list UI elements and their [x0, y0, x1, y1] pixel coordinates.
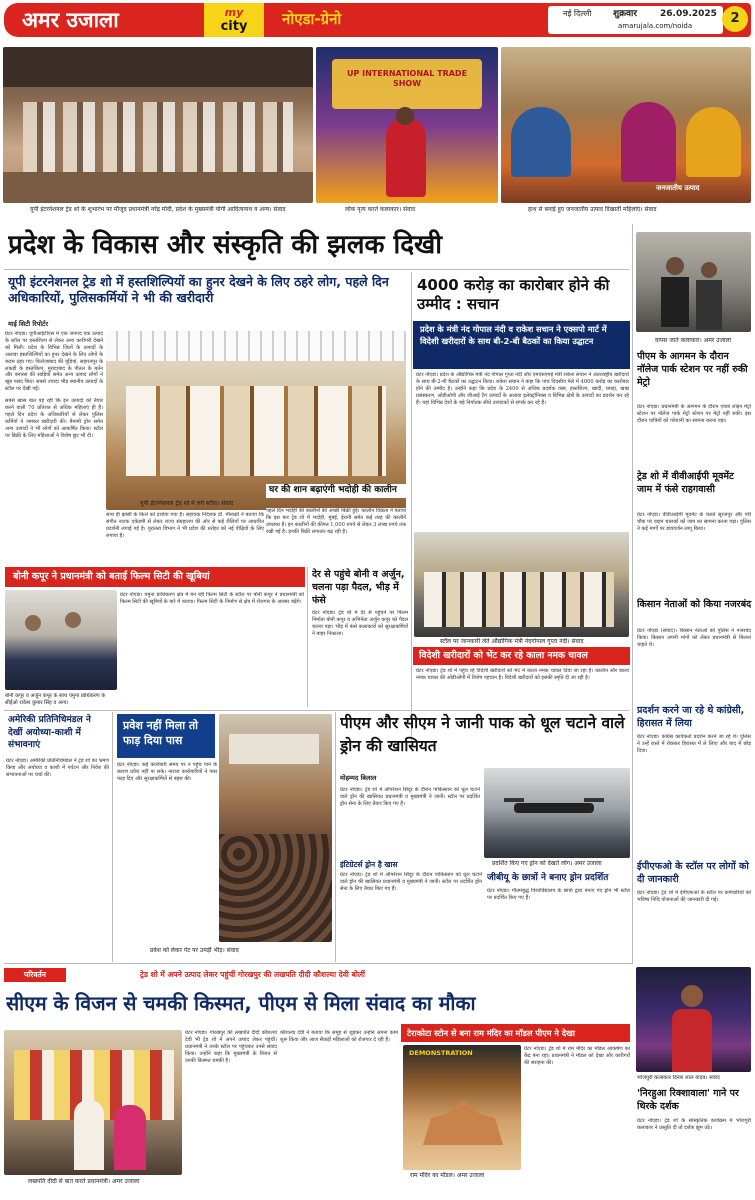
drone-photo-caption: प्रदर्शित किए गए ड्रोन को देखते लोग। अमर उजाला [492, 860, 602, 867]
main-headline: प्रदेश के विकास और संस्कृति की झलक दिखी [8, 230, 443, 260]
sidebar-headline-3: किसान नेताओं को किया नजरबंद [637, 599, 752, 610]
boney-photo [5, 590, 117, 690]
sidebar-headline-1: पीएम के आगमन के दौरान नॉलेज पार्क स्टेशन पर नहीं रुकी मेट्रो [637, 351, 748, 388]
bottom-headline: सीएम के विजन से चमकी किस्मत, पीएम से मिला संवाद का मौका [6, 992, 476, 1015]
bottom-body-1: ग्रेटर नोएडा। गोरखपुर की लखपति दीदी कौशल्या देवी भी ट्रेड शो में अपने उत्पाद लेकर पहुंचीं। प्रधानमंत्री ने उनके स्टॉल पर पहुंचकर उनसे संवाद किया। उन्होंने कहा कि मुख्यमंत्री के विजन से उनकी किस्मत चमकी है। [185, 1030, 277, 1064]
gate-crowd-caption: प्रवेश को लेकर गेट पर उमड़ी भीड़। संवाद [150, 947, 239, 954]
modi-audience-photo [3, 47, 313, 203]
drone-body-cont: ग्रेटर नोएडा। ट्रेड शो में ऑपरेशन सिंदूर के दौरान पाकिस्तान को धूल चटाने वाले ड्रोन की खासियत प्रधानमंत्री व मुख्यमंत्री ने जानी। स्टॉल पर प्रदर्शित ड्रोन सेना के लिए तैयार किए गए हैं। [340, 872, 482, 892]
black-rice-body: ग्रेटर नोएडा। ट्रेड शो में पहुंच रहे विदेशी खरीदारों को भेंट में काला नमक चावल दिया जा रहा है। कालीन और काला नमक चावल की ओडीओपी में विशेष पहचान है। विदेशी खरीदारों को इसकी स्मृति दी जा रही है। [416, 668, 629, 681]
sidebar-headline-4: प्रदर्शन करने जा रहे थे कांग्रेसी, हिरासत में लिया [637, 705, 745, 729]
bhadohi-headline: घर की शान बढ़ाएंगी भदोही की कालीन [266, 484, 411, 498]
arjun-body: ग्रेटर नोएडा। ट्रेड शो में देर से पहुंचने पर फिल्म निर्माता बोनी कपूर व अभिनेता अर्जुन कपूर को पैदल चलना पड़ा। भीड़ में फंसे कलाकारों को सुरक्षाकर्मियों ने बाहर निकाला। [312, 610, 408, 637]
model-sign: DEMONSTRATION [409, 1049, 473, 1057]
city-label: नई दिल्ली [563, 9, 592, 18]
business-headline: 4000 करोड़ का कारोबार होने की उम्मीद : सचान [417, 276, 610, 313]
main-body-2: सबसे ख़ास बात यह रही कि इन उत्पादों को तैयार करने वाली 70 प्रतिशत से अधिक महिलाएं ही हैं। पहले दिन प्रदेश के अधिकारियों से लेकर पुलिस कर्मियों ने जमकर खरीदारी की। बैनामी ड्रोन समेत अन्य उत्पादों ने भी लोगों को आकर्षित किया। स्टॉल पर ब्रिक्री के लिए महिलाओं ने विशेष छूट भी दी। [5, 398, 103, 439]
top-caption-3: हाथ से बनाई हुए जनजातीय उत्पाद दिखातीं महिलाएं। संवाद [528, 206, 657, 213]
minister-stall-photo [414, 532, 629, 637]
lakhpati-photo [4, 1030, 182, 1175]
bottom-kicker: ट्रेड शो में अपने उत्पाद लेकर पहुंचीं गोरखपुर की लखपति दीदी कौशल्या देवी बोलीं [140, 970, 365, 979]
drone-body: ग्रेटर नोएडा। ट्रेड शो में ऑपरेशन सिंदूर के दौरान पाकिस्तान को धूल चटाने वाले ड्रोन की खासियत प्रधानमंत्री व मुख्यमंत्री ने जानी। स्टॉल पर प्रदर्शित ड्रोन सेना के लिए तैयार किए गए हैं। [340, 787, 480, 807]
ram-mandir-photo [403, 1045, 521, 1170]
nirahua-photo [636, 967, 751, 1072]
day-label: शुक्रवार [613, 9, 638, 19]
edition-name: नोएडा-ग्रेनो [282, 10, 342, 28]
sidebar-body-4: ग्रेटर नोएडा। कांग्रेस कार्यकर्ता प्रदर्शन करने जा रहे थे। पुलिस ने उन्हें रास्ते में रोककर हिरासत में ले लिया और बाद में छोड़ दिया। [637, 734, 751, 754]
drone-photo [484, 768, 630, 858]
returning-artists-photo [636, 232, 751, 332]
masthead-brand: अमर उजाला [22, 7, 119, 32]
nirahua-caption: भोजपुरी कलाकार दिनेश लाल यादव। संवाद [637, 1075, 720, 1081]
gate-crowd-photo [219, 714, 332, 942]
top-caption-1: यूपी इंटरनेशनल ट्रेड शो के शुभारंभ पर मौजूद प्रधानमंत्री नरेंद्र मोदी, प्रदेश के मुख्यमंत्री योगी आदित्यनाथ व अन्य। संवाद [30, 206, 286, 213]
lakhpati-caption: लखपति दीदी से बात करते प्रधानमंत्री। अमर उजाला [28, 1178, 140, 1185]
pravesh-body: ग्रेटर नोएडा। कई कारोबारी समय पर न पहुंच पाने के कारण प्रवेश नहीं पा सके। नाराज कारोबारियों ने पास फाड़ दिए और सुरक्षाकर्मियों से बहस की। [117, 762, 217, 782]
sidebar-body-3: ग्रेटर नोएडा (संवाद)। किसान नेताओं को पुलिस ने नजरबंद किया। किसान अपनी मांगों को लेकर प्रधानमंत्री से मिलना चाहते थे। [637, 628, 751, 648]
folk-dance-photo [316, 47, 498, 203]
pravesh-headline: प्रवेश नहीं मिला तो फाड़ दिया पास [117, 714, 215, 758]
mycity-logo-bottom: city [220, 19, 248, 34]
main-subhead: यूपी इंटरनेशनल ट्रेड शो में हस्तशिल्पियों का हुनर देखने के लिए ठहरे लोग, पहले दिन अधिकारियों, पुलिसकर्मियों ने भी की खरीदारी [8, 274, 389, 305]
main-body-1: ग्रेटर नोएडा। यूपीआईटीएस में एक जनपद एक उत्पाद के स्टॉल पर हस्तशिल्प से लेकर अन्य कारीगरी देखने को मिली। प्रदेश के विभिन्न जिलों के उत्पादों के अलावा हस्तशिल्पियों का हुनर देखने के लिए लोगों के कदम ठहर गए। फिरोजाबाद की चूड़ियां, सहारनपुर के लकड़ी के हस्तशिल्प, मुरादाबाद के पीतल के बर्तन और बनारस की साड़ियों समेत अन्य उत्पाद लोगों ने खूब पसंद किए। सबसे ज्यादा भीड़ स्थानीय उत्पादों के स्टॉल पर देखी गई। [5, 331, 103, 393]
gbu-body: ग्रेटर नोएडा। गौतमबुद्ध विश्वविद्यालय के छात्रों द्वारा बनाए गए ड्रोन भी स्टॉल पर प्रदर्शित किए गए हैं। [487, 888, 630, 901]
top-caption-2: लोक नृत्य करते कलाकार। संवाद [345, 206, 416, 213]
sidebar-body-6: ग्रेटर नोएडा। ट्रेड शो के सांस्कृतिक कार्यक्रम में भोजपुरी कलाकार ने प्रस्तुति दी तो दर्शक झूम उठे। [637, 1118, 751, 1131]
mycity-logo-top: my [224, 6, 244, 19]
boney-caption: बोनी कपूर व अर्जुन कपूर के साथ यमुना प्राधिकरण के सीईओ राकेश कुमार सिंह व अन्य। [5, 693, 106, 706]
ram-mandir-bar: टेराकोटा स्टोन से बना राम मंदिर का मॉडल पीएम ने देखा [401, 1024, 630, 1042]
black-rice-bar: विदेशी खरीदारों को भेंट कर रहे काला नमक चावल [413, 647, 630, 665]
gbu-headline: जीबीयू के छात्रों ने बनाए ड्रोन प्रदर्शित [487, 873, 609, 883]
sidebar-headline-5: ईपीएफओ के स्टॉल पर लोगों को दी जानकारी [637, 861, 749, 885]
drone-byline: मोहम्मद बिलाल [340, 774, 377, 782]
ram-mandir-body: ग्रेटर नोएडा। ट्रेड शो में राम मंदिर का मॉडल आकर्षण का केंद्र बना रहा। प्रधानमंत्री ने मॉडल को देखा और कारीगरों की सराहना की। [524, 1046, 630, 1066]
sidebar-body-2: ग्रेटर नोएडा। वीवीआईपी मूवमेंट के चलते सूरजपुर और परी चौक पर वाहन चालकों को जाम का सामना करना पड़ा। पुलिस ने कई मार्गों पर डायवर्जन लागू किया। [637, 512, 751, 532]
bhadohi-body: पहले दिन भदोही की कालीनों की अच्छी बिक्री हुई। कालीन विक्रेता ने बताया कि इस बार ट्रेड शो में भदोही, मुंबई, ईरानी समेत कई तरह की कालीनें उपलब्ध हैं। इन कालीनों की कीमत 1,000 रुपये से लेकर 3 लाख रुपये तक रखी गई है। इनकी बिक्री लगातार बढ़ रही है। [266, 508, 406, 566]
tribal-products-photo [501, 47, 751, 203]
sidebar-headline-6: 'निरहुआ रिक्शावाला' गाने पर थिरके दर्शक [637, 1088, 739, 1112]
america-headline: अमेरिकी प्रतिनिधिमंडल ने देखीं अयोध्या-काशी में संभावनाएं [8, 715, 91, 750]
main-byline: माई सिटी रिपोर्टर [8, 320, 48, 328]
trade-show-banner-text: UP INTERNATIONAL TRADE SHOW [346, 69, 468, 88]
boney-body: ग्रेटर नोएडा। यमुना प्राधिकरण क्षेत्र में बन रही फिल्म सिटी के स्टॉल पर बोनी कपूर ने प्रधानमंत्री को फिल्म सिटी की खूबियों के बारे में बताया। फिल्म सिटी के निर्माण से क्षेत्र में रोजगार के अवसर बढ़ेंगे। [120, 592, 304, 605]
tribal-stall-sign: जनजातीय उत्पाद [656, 184, 700, 192]
america-body: ग्रेटर नोएडा। अमेरिकी प्रतिनिधिमंडल ने ट्रेड शो का भ्रमण किया और अयोध्या व काशी में पर्यटन और निवेश की संभावनाओं पर चर्चा की। [6, 758, 109, 778]
mycity-logo [204, 3, 264, 37]
website-label: amarujala.com/noida [618, 22, 693, 30]
drone-subhead: इंटिग्रेटर्स ड्रोन है खास [340, 860, 398, 869]
arjun-headline: देर से पहुंचे बोनी व अर्जुन, चलना पड़ा पैदल, भीड़ में फंसे [312, 569, 405, 606]
business-body: ग्रेटर नोएडा। प्रदेश के औद्योगिक मंत्री नंद गोपाल गुप्ता नंदी और एमएसएमई मंत्री राकेश सचान ने अंतरराष्ट्रीय खरीदारों के साथ बी-2-बी बैठकों का उद्घाटन किया। राकेश सचान ने कहा कि पांच दिवसीय मेले में 4000 करोड़ का कारोबार होने की उम्मीद है। उन्होंने कहा कि प्रदेश के 2400 से अधिक प्रदर्शक वस्त्र, हस्तशिल्प, खादी, चमड़ा, खाद्य प्रसंस्करण, ओडीओपी और जीआई टैग उत्पादों के अलावा इलेक्ट्रॉनिक्स व विभिन्न क्षेत्रों के उत्पादों का प्रदर्शन कर रहे हैं। यहां विभिन्न देशों के बड़े निर्यातक सीधे उत्पादकों से संपर्क कर रहे हैं। [416, 372, 629, 406]
page-number: 2 [722, 6, 748, 32]
bottom-tag: परिवर्तन [4, 968, 66, 982]
drone-headline: पीएम और सीएम ने जानी पाक को धूल चटाने वाले ड्रोन की खासियत [340, 714, 625, 755]
sidebar-body-5: ग्रेटर नोएडा। ट्रेड शो में ईपीएफओ के स्टॉल पर कर्मचारियों को भविष्य निधि योजनाओं की जानकारी दी गई। [637, 890, 751, 903]
stalls-photo-caption: यूपी इंटरनेशनल ट्रेड शो में लगे स्टॉल। संवाद [140, 500, 234, 507]
main-body-3: साथ ही झांसी के किले को दर्शाया गया है। सहायक निदेशक डॉ. मीनाक्षी ने बताया कि संगीत नाटक एकेडमी से लेकर राज्य संग्रहालय की ओर से कई शैलियों पर आधारित प्रदर्शनी लगाई गई है। पुरातत्व विभाग ने भी प्रदेश की धरोहर को नई पीढ़ियों के लिए लगाया है। [106, 512, 264, 539]
minister-photo-caption: स्टॉल पर जानकारी लेते औद्योगिक मंत्री नंदगोपाल गुप्ता नंदी। संवाद [440, 638, 584, 645]
ram-mandir-caption: राम मंदिर का मॉडल। अमर उजाला [410, 1172, 485, 1179]
boney-bar: बोनी कपूर ने प्रधानमंत्री को बताईं फिल्म सिटी की खूबियां [5, 567, 305, 587]
sidebar-headline-2: ट्रेड शो में वीवीआईपी मूवमेंट जाम में फंसे राहगवासी [637, 471, 734, 495]
bottom-body-2: कौशल्या देवी ने बताया कि समूह से जुड़कर उन्होंने अपना काम शुरू किया और आज सैकड़ों महिलाओं को रोजगार दे रही हैं। [280, 1030, 398, 1043]
sidebar-body-1: ग्रेटर नोएडा। प्रधानमंत्री के आगमन के दौरान एक्वा लाइन मेट्रो स्टेशन पर नॉलेज पार्क मेट्रो स्टेशन पर मेट्रो नहीं रुकी। इस दौरान यात्रियों को परेशानी का सामना करना पड़ा। [637, 404, 751, 424]
returning-artists-caption: वापस जाते कलाकार। अमर उजाला [655, 337, 732, 344]
date-label: 26.09.2025 [660, 9, 717, 19]
business-deck: प्रदेश के मंत्री नंद गोपाल नंदी व राकेश सचान ने एक्सपो मार्ट में विदेशी खरीदारों के साथ बी-2-बी बैठकों का किया उद्घाटन [413, 321, 630, 369]
